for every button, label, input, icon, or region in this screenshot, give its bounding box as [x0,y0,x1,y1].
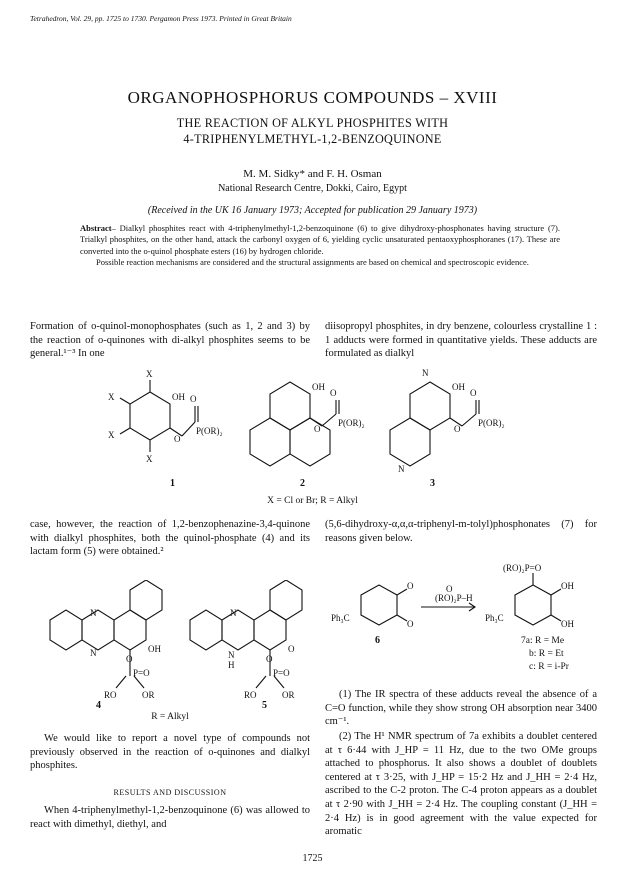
svg-text:O: O [174,434,181,444]
paragraph-text: (5,6-dihydroxy-α,α,α-triphenyl-m-tolyl)phosphonates (7) for reasons given below. [325,519,597,544]
svg-text:X: X [108,430,115,440]
body-paragraph-3-right [325,688,597,729]
running-head: Tetrahedron, Vol. 29, pp. 1725 to 1730. Pergamon Press 1973. Printed in Great Britain [30,14,292,23]
svg-text:(RO)₂P–H: (RO)₂P–H [435,593,473,603]
page-number: 1725 [302,853,323,864]
product-7c: c: R = i-Pr [529,662,569,672]
svg-text:P(OR)₂: P(OR)₂ [338,418,365,428]
paragraph-text: (2) The H¹ NMR spectrum of 7a exhibits a doublet centered at τ 6·44 with J_HP = 11 Hz, due to the two OMe groups attached to phosphorus. It also shows a doublet of doublets centered at τ 3·25, with J_HP = 15·2 Hz and J_HH = 2·4 Hz, ascribed to the C-2 proton. The C-4 proton appears as a doublet at τ 2·90 with J_HH = 2·4 Hz. The coupling constant (J_HH = 2·4 Hz) is in good agreement with the value expected for aromatic [325,731,597,838]
paragraph-text: diisopropyl phosphites, in dry benzene, colourless crystalline 1 : 1 adducts were formed in quantitative yields. These adducts are formulated as dialkyl [325,321,597,360]
svg-text:X: X [108,392,115,402]
svg-text:O: O [446,584,453,594]
svg-text:N: N [422,368,429,378]
svg-text:Ph₃C: Ph₃C [485,613,504,623]
paragraph-text: Formation of o-quinol-monophosphates (such as 1, 2 and 3) by the reaction of o-quinones with di-alkyl phosphites seems to be general.¹⁻³ In one [30,321,310,360]
authors: M. M. Sidky* and F. H. Osman [243,168,382,180]
body-paragraph-1-left [30,320,310,361]
svg-text:OH: OH [312,382,325,392]
svg-text:X: X [146,369,153,379]
svg-text:O: O [126,654,133,664]
svg-text:OR: OR [142,690,155,700]
svg-text:OH: OH [561,619,574,629]
figure-structures-1-3 [100,362,530,497]
body-paragraph-4-left [30,804,310,831]
svg-text:O: O [266,654,273,664]
paragraph-text: We would like to report a novel type of compounds not previously observed in the reaction of o-quinones and dialkyl phosphites. [30,733,310,772]
benzene-ring [130,392,170,440]
svg-text:X: X [146,454,153,464]
svg-text:Ph₃C: Ph₃C [331,613,350,623]
svg-text:(RO)₂P=O: (RO)₂P=O [503,563,542,573]
svg-text:N: N [230,608,237,618]
product-7b: b: R = Et [529,649,564,659]
structure-label-2: 2 [300,478,305,489]
structure-label-6: 6 [375,635,380,646]
svg-text:OH: OH [561,581,574,591]
product-7a: 7a: R = Me [521,636,565,646]
body-paragraph-2-left [30,518,310,559]
section-heading: RESULTS AND DISCUSSION [113,788,227,797]
svg-text:P=O: P=O [273,668,290,678]
svg-text:OR: OR [282,690,295,700]
svg-text:N: N [90,648,97,658]
svg-text:O: O [314,424,321,434]
svg-text:OH: OH [452,382,465,392]
svg-text:P=O: P=O [133,668,150,678]
paragraph-text: When 4-triphenylmethyl-1,2-benzoquinone (6) was allowed to react with dimethyl, diethyl, and [30,805,310,830]
paragraph-text: (1) The IR spectra of these adducts reveal the absence of a C=O function, while they show strong OH absorption near 3400 cm⁻¹. [325,689,597,728]
article-subtitle-line1: THE REACTION OF ALKYL PHOSPHITES WITH [176,116,449,130]
affiliation: National Research Centre, Dokki, Cairo, Egypt [218,183,407,194]
figure-2-caption: R = Alkyl [151,712,189,722]
svg-text:O: O [330,388,337,398]
svg-text:O: O [407,581,414,591]
svg-text:OH: OH [172,392,185,402]
figure-structures-4-5 [30,580,310,710]
svg-text:OH: OH [148,644,161,654]
svg-text:O: O [288,644,295,654]
abstract [80,223,560,269]
svg-text:N: N [90,608,97,618]
abstract-text-2: Possible reaction mechanisms are considered and the structural assignments are based on chemical and spectroscopic evidence. [96,257,529,268]
svg-text:O: O [470,388,477,398]
abstract-text-1: – Dialkyl phosphites react with 4-triphenylmethyl-1,2-benzoquinone (6) to give dihydroxy-phosphonates having structure (7). Trialkyl phosphites, on the other hand, attack the carbonyl oxygen of 6, yielding cyclic unsaturated pentaoxyphosphoranes (17). These are converted into the o-quinol phosphate esters (16) by hydrogen chloride. [80,223,560,256]
svg-text:P(OR)₂: P(OR)₂ [196,426,223,436]
paragraph-text: case, however, the reaction of 1,2-benzophenazine-3,4-quinone with dialkyl phosphites, both the quinol-phosphate (4) and its lactam form (5) were obtained.² [30,519,310,558]
svg-text:H: H [228,660,235,670]
body-paragraph-3-left [30,732,310,773]
structure-label-5: 5 [262,700,267,710]
svg-text:RO: RO [104,690,117,700]
structure-label-1: 1 [170,478,175,489]
abstract-label: Abstract [80,223,112,233]
article-subtitle-line2: 4-TRIPHENYLMETHYL-1,2-BENZOQUINONE [183,132,442,146]
article-title: ORGANOPHOSPHORUS COMPOUNDS – XVIII [127,88,498,107]
svg-text:N: N [228,650,235,660]
svg-text:O: O [190,394,197,404]
body-paragraph-4-right [325,730,597,839]
figure-reaction-6-to-7 [325,563,597,678]
figure-1-caption: X = Cl or Br; R = Alkyl [267,496,358,506]
svg-text:O: O [407,619,414,629]
structure-label-4: 4 [96,700,101,710]
svg-text:P(OR)₂: P(OR)₂ [478,418,505,428]
svg-text:N: N [398,464,405,474]
structure-label-3: 3 [430,478,435,489]
svg-text:O: O [454,424,461,434]
body-paragraph-2-right [325,518,597,545]
body-paragraph-1-right [325,320,597,361]
received-dates: (Received in the UK 16 January 1973; Accepted for publication 29 January 1973) [147,205,478,216]
svg-text:RO: RO [244,690,257,700]
